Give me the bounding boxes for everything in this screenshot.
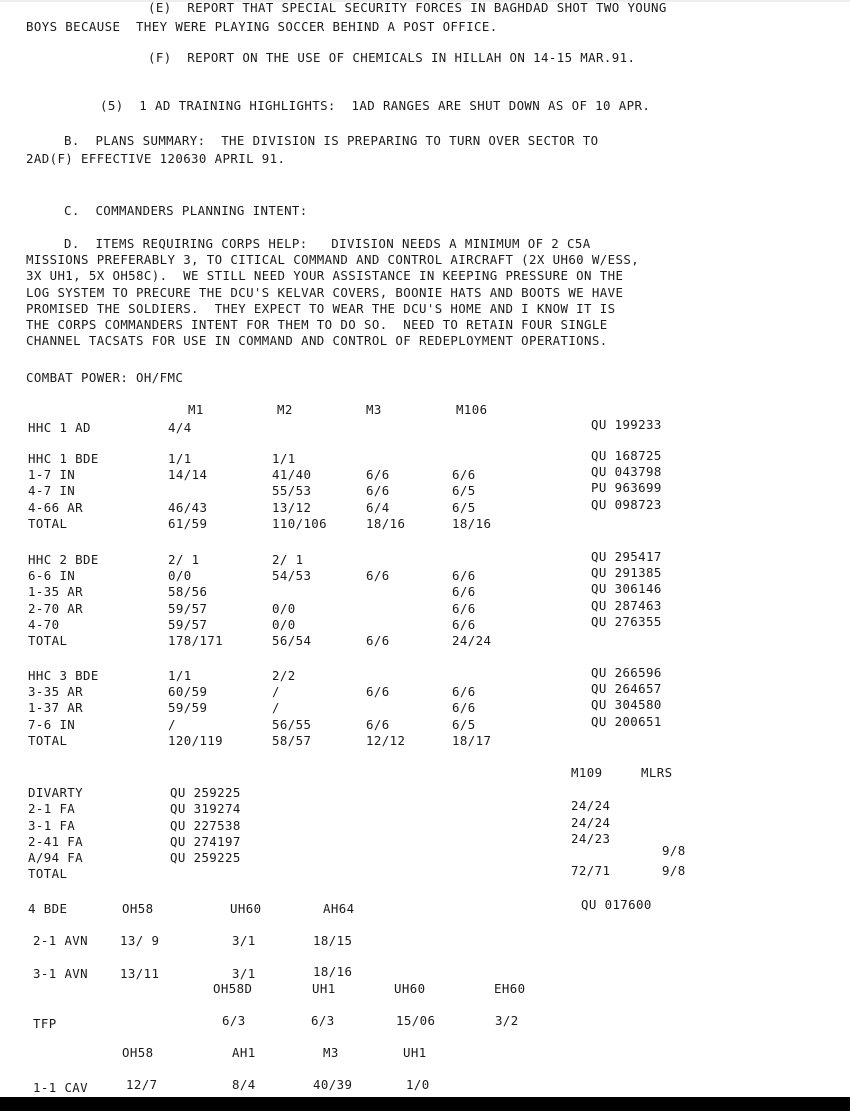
cell-grid: QU 306146 — [591, 581, 662, 597]
cell-m1: 178/171 — [168, 633, 224, 648]
artillery-grid: QU 259225 — [170, 850, 241, 865]
cell-m106: 6/5 — [452, 716, 476, 732]
cell-m3: 6/6 — [366, 568, 390, 584]
avn-oh58: 13/11 — [120, 966, 160, 981]
cell-grid: QU 264657 — [591, 681, 662, 697]
cell-m1: 58/56 — [168, 584, 208, 600]
col-header-oh58: OH58 — [122, 901, 154, 916]
cell-unit: 7-6 IN — [28, 716, 76, 732]
cell-m2: 54/53 — [272, 568, 312, 584]
cell-m3: 6/4 — [366, 499, 390, 515]
col-header-eh60: EH60 — [494, 981, 526, 996]
cell-grid: QU 200651 — [591, 713, 662, 729]
cell-m106: 6/6 — [452, 568, 476, 584]
col-header-uh1: UH1 — [312, 981, 336, 996]
artillery-m109: 72/71 — [571, 863, 611, 878]
planning-intent-heading: C. COMMANDERS PLANNING INTENT: — [64, 203, 308, 218]
avn-unit: 3-1 AVN — [33, 966, 89, 981]
artillery-grid: QU 259225 — [170, 785, 241, 800]
artillery-unit: 2-41 FA — [28, 834, 84, 849]
col-header-m3: M3 — [323, 1045, 339, 1060]
cell-m106: 6/6 — [452, 616, 476, 632]
para-d-line: LOG SYSTEM TO PRECURE THE DCU'S KELVAR COVERS, BOONIE HATS AND BOOTS WE HAVE — [26, 285, 624, 300]
cell-m106: 18/17 — [452, 732, 492, 748]
cell-grid: QU 295417 — [591, 549, 662, 564]
col-header-oh58: OH58 — [122, 1045, 154, 1060]
cell-m1: 4/4 — [168, 420, 192, 435]
artillery-mlrs: 9/8 — [662, 843, 686, 858]
cell-unit: 1-7 IN — [28, 467, 76, 483]
cell-unit: HHC 1 BDE — [28, 451, 99, 466]
artillery-unit: TOTAL — [28, 866, 68, 881]
cell-m1: / — [168, 716, 176, 732]
cell-m3: 6/6 — [366, 483, 390, 499]
cell-m3: 18/16 — [366, 515, 406, 531]
artillery-grid: QU 274197 — [170, 834, 241, 849]
cell-m106: 18/16 — [452, 515, 492, 531]
avn-ah64: 18/16 — [313, 964, 353, 979]
cell-m106: 6/6 — [452, 684, 476, 700]
cell-m1: 1/1 — [168, 451, 192, 466]
cell-unit: TOTAL — [28, 732, 68, 748]
col-header-m106: M106 — [456, 402, 488, 417]
artillery-unit: A/94 FA — [28, 850, 84, 865]
col-header-m3: M3 — [366, 402, 382, 417]
cell-m2: 41/40 — [272, 467, 312, 483]
cell-m2: / — [272, 684, 280, 700]
cav-oh58: 12/7 — [126, 1077, 158, 1092]
cell-m2: 2/ 1 — [272, 552, 304, 567]
cell-m3: 6/6 — [366, 633, 390, 648]
combat-power-title: COMBAT POWER: OH/FMC — [26, 370, 184, 385]
cell-m1: 59/57 — [168, 616, 208, 632]
cell-unit: 4-70 — [28, 616, 60, 632]
cell-grid: QU 168725 — [591, 448, 662, 463]
cell-grid: QU 043798 — [591, 464, 662, 480]
col-header-ah64: AH64 — [323, 901, 355, 916]
artillery-m109: 24/24 — [571, 815, 611, 830]
cell-unit: HHC 2 BDE — [28, 552, 99, 567]
cell-m2: 1/1 — [272, 451, 296, 466]
avn-unit: 2-1 AVN — [33, 933, 89, 948]
cav-unit: 1-1 CAV — [33, 1080, 89, 1095]
artillery-grid: QU 227538 — [170, 818, 241, 833]
artillery-m109: 24/24 — [571, 798, 611, 813]
cell-m2: 110/106 — [272, 515, 328, 531]
cell-m2: 13/12 — [272, 499, 312, 515]
para-d-line: PROMISED THE SOLDIERS. THEY EXPECT TO WEAR THE DCU'S HOME AND I KNOW IT IS — [26, 301, 616, 316]
cell-grid: QU 276355 — [591, 613, 662, 629]
avn-uh60: 3/1 — [232, 933, 256, 948]
cell-m106: 6/6 — [452, 700, 476, 716]
cell-m3: 6/6 — [366, 684, 390, 700]
cell-grid: QU 098723 — [591, 496, 662, 512]
artillery-grid: QU 319274 — [170, 801, 241, 816]
artillery-mlrs: 9/8 — [662, 863, 686, 878]
artillery-unit: DIVARTY — [28, 785, 84, 800]
para-d-line: THE CORPS COMMANDERS INTENT FOR THEM TO DO SO. NEED TO RETAIN FOUR SINGLE — [26, 317, 608, 332]
avn-ah64: 18/15 — [313, 933, 353, 948]
tfp-eh60: 3/2 — [495, 1013, 519, 1028]
cell-m3: 12/12 — [366, 732, 406, 748]
cell-m106: 6/6 — [452, 584, 476, 600]
aviation-bde-label: 4 BDE — [28, 901, 68, 916]
col-header-m1: M1 — [188, 402, 204, 417]
item-e-line1: (E) REPORT THAT SPECIAL SECURITY FORCES IN BAGHDAD SHOT TWO YOUNG — [148, 0, 667, 15]
col-header-uh1: UH1 — [403, 1045, 427, 1060]
cell-m106: 6/5 — [452, 499, 476, 515]
cell-m106: 6/5 — [452, 483, 476, 499]
cav-m3: 40/39 — [313, 1077, 353, 1092]
cell-unit: 3-35 AR — [28, 684, 84, 700]
col-header-m109: M109 — [571, 765, 603, 780]
aviation-bde-grid: QU 017600 — [581, 897, 652, 912]
col-header-mlrs: MLRS — [641, 765, 673, 780]
cell-m1: 120/119 — [168, 732, 224, 748]
para-d-line: D. ITEMS REQUIRING CORPS HELP: DIVISION NEEDS A MINIMUM OF 2 C5A — [64, 236, 591, 251]
cell-grid: QU 287463 — [591, 597, 662, 613]
cell-unit: 2-70 AR — [28, 600, 84, 616]
cell-m1: 0/0 — [168, 568, 192, 584]
cell-m1: 46/43 — [168, 499, 208, 515]
col-header-oh58d: OH58D — [213, 981, 253, 996]
cell-unit: 4-7 IN — [28, 483, 76, 499]
para-d-line: MISSIONS PREFERABLY 3, TO CITICAL COMMAND AND CONTROL AIRCRAFT (2X UH60 W/ESS, — [26, 252, 640, 267]
artillery-unit: 2-1 FA — [28, 801, 76, 816]
cav-ah1: 8/4 — [232, 1077, 256, 1092]
cell-m106: 24/24 — [452, 633, 492, 648]
para-d-line: CHANNEL TACSATS FOR USE IN COMMAND AND CONTROL OF REDEPLOYMENT OPERATIONS. — [26, 333, 608, 348]
scan-bottom-border — [0, 1097, 850, 1111]
avn-oh58: 13/ 9 — [120, 933, 160, 948]
col-header-uh60: UH60 — [230, 901, 262, 916]
cell-m2: 0/0 — [272, 616, 296, 632]
cav-uh1: 1/0 — [406, 1077, 430, 1092]
cell-m2: 55/53 — [272, 483, 312, 499]
cell-m1: 1/1 — [168, 668, 192, 683]
cell-m2: 2/2 — [272, 668, 296, 683]
tfp-uh1: 6/3 — [311, 1013, 335, 1028]
item-e-line2: BOYS BECAUSE THEY WERE PLAYING SOCCER BEHIND A POST OFFICE. — [26, 19, 498, 34]
cell-m106: 6/6 — [452, 600, 476, 616]
cell-m1: 60/59 — [168, 684, 208, 700]
cell-unit: 1-37 AR — [28, 700, 84, 716]
tfp-unit: TFP — [33, 1016, 57, 1031]
cell-unit: HHC 3 BDE — [28, 668, 99, 683]
avn-uh60: 3/1 — [232, 966, 256, 981]
cell-unit: TOTAL — [28, 515, 68, 531]
tfp-uh60: 15/06 — [396, 1013, 436, 1028]
item-f: (F) REPORT ON THE USE OF CHEMICALS IN HILLAH ON 14-15 MAR.91. — [148, 50, 636, 65]
col-header-ah1: AH1 — [232, 1045, 256, 1060]
item-5-training: (5) 1 AD TRAINING HIGHLIGHTS: 1AD RANGES ARE SHUT DOWN AS OF 10 APR. — [100, 98, 651, 113]
plans-summary-line1: B. PLANS SUMMARY: THE DIVISION IS PREPARING TO TURN OVER SECTOR TO — [64, 133, 599, 148]
cell-m2: 58/57 — [272, 732, 312, 748]
cell-m3: 6/6 — [366, 716, 390, 732]
cell-unit: 6-6 IN — [28, 568, 76, 584]
cell-m2: / — [272, 700, 280, 716]
cell-m2: 56/55 — [272, 716, 312, 732]
cell-m1: 14/14 — [168, 467, 208, 483]
cell-grid: QU 304580 — [591, 697, 662, 713]
cell-grid: QU 199233 — [591, 417, 662, 432]
cell-m1: 61/59 — [168, 515, 208, 531]
cell-m2: 56/54 — [272, 633, 312, 648]
cell-m1: 59/57 — [168, 600, 208, 616]
cell-grid: QU 266596 — [591, 665, 662, 680]
col-header-uh60: UH60 — [394, 981, 426, 996]
artillery-m109: 24/23 — [571, 831, 611, 846]
cell-unit: 1-35 AR — [28, 584, 84, 600]
para-d-line: 3X UH1, 5X OH58C). WE STILL NEED YOUR ASSISTANCE IN KEEPING PRESSURE ON THE — [26, 268, 624, 283]
plans-summary-line2: 2AD(F) EFFECTIVE 120630 APRIL 91. — [26, 151, 286, 166]
cell-m3: 6/6 — [366, 467, 390, 483]
cell-m1: 2/ 1 — [168, 552, 200, 567]
cell-m1: 59/59 — [168, 700, 208, 716]
cell-unit: 4-66 AR — [28, 499, 84, 515]
artillery-unit: 3-1 FA — [28, 818, 76, 833]
cell-grid: PU 963699 — [591, 480, 662, 496]
cell-unit: TOTAL — [28, 633, 68, 648]
cell-grid: QU 291385 — [591, 565, 662, 581]
cell-unit: HHC 1 AD — [28, 420, 91, 435]
tfp-oh58d: 6/3 — [222, 1013, 246, 1028]
col-header-m2: M2 — [277, 402, 293, 417]
cell-m106: 6/6 — [452, 467, 476, 483]
cell-m2: 0/0 — [272, 600, 296, 616]
